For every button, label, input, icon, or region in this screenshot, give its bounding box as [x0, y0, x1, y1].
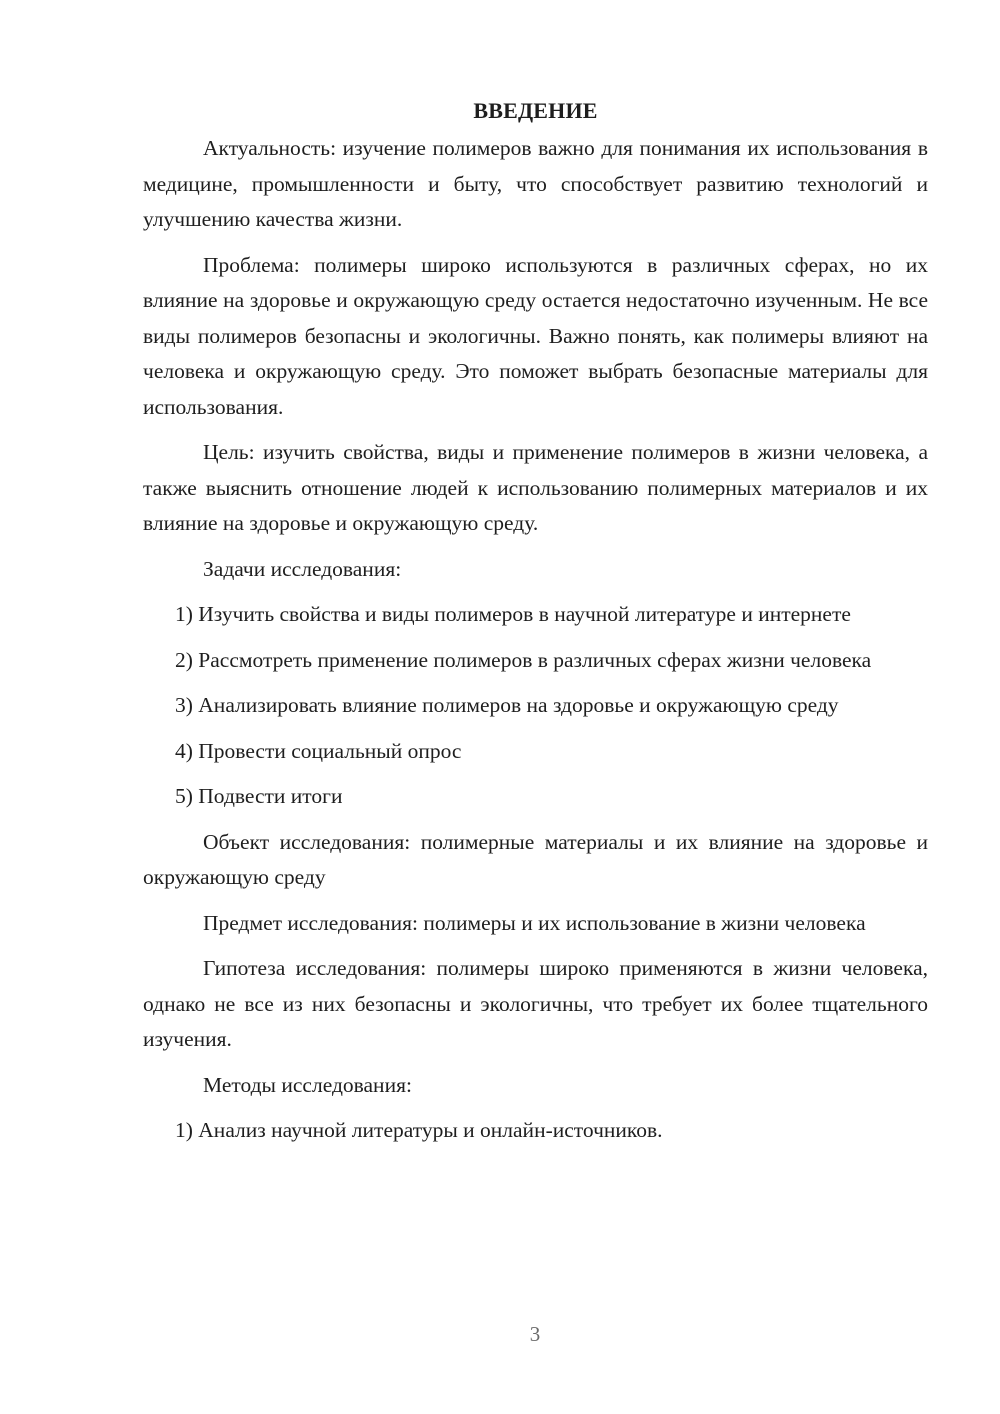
document-page: [143, 93, 928, 1159]
problem-paragraph: Проблема: полимеры широко используются в различных сферах, но их влияние на здоровье и окружающую среду остается недостаточно изученным. Не все виды полимеров безопасны и экологичны. Важно понять, как полимеры влияют на человека и окружающую среду. Это поможет выбрать безопасные материалы для использования.: [143, 252, 928, 419]
task-item-5: 5) Подвести итоги: [175, 784, 343, 808]
task-item-1: 1) Изучить свойства и виды полимеров в научной литературе и интернете: [175, 602, 851, 626]
task-item-3: 3) Анализировать влияние полимеров на здоровье и окружающую среду: [175, 693, 839, 717]
section-title: ВВЕДЕНИЕ: [473, 98, 598, 123]
relevance-paragraph: Актуальность: изучение полимеров важно для понимания их использования в медицине, промышленности и быту, что способствует развитию технологий и улучшению качества жизни.: [143, 136, 928, 231]
hypothesis-paragraph: Гипотеза исследования: полимеры широко применяются в жизни человека, однако не все из них безопасны и экологичны, что требует их более тщательного изучения.: [143, 956, 928, 1051]
task-item-2: 2) Рассмотреть применение полимеров в различных сферах жизни человека: [175, 647, 872, 672]
page-number: 3: [529, 1322, 541, 1346]
subject-paragraph: Предмет исследования: полимеры и их использование в жизни человека: [203, 910, 866, 935]
object-paragraph: Объект исследования: полимерные материалы и их влияние на здоровье и окружающую среду: [143, 829, 928, 889]
method-item-1: 1) Анализ научной литературы и онлайн-источников.: [175, 1118, 663, 1142]
goal-paragraph: Цель: изучить свойства, виды и применение полимеров в жизни человека, а также выяснить отношение людей к использованию полимерных материалов и их влияние на здоровье и окружающую среду.: [143, 440, 928, 535]
methods-heading: Методы исследования:: [203, 1072, 412, 1097]
tasks-heading: Задачи исследования:: [203, 556, 402, 581]
task-item-4: 4) Провести социальный опрос: [175, 738, 462, 763]
